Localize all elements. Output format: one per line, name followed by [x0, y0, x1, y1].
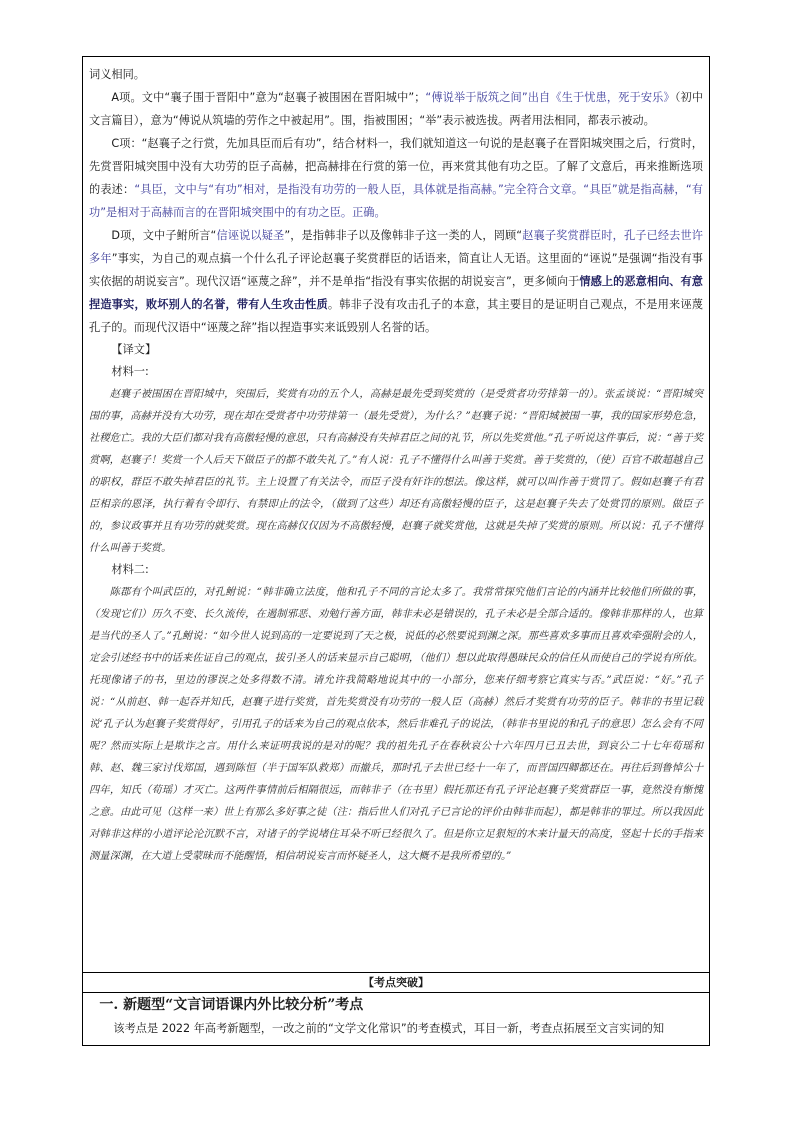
option-d-emphasis: 情感上的恶意相向、有意捏造事实，败坏别人的名誉，带有人生攻击性质: [89, 275, 703, 311]
option-d-text-4: 。韩非子没有攻击孔子的本意，其主要目的是证明自己观点，不是用来诬蔑孔子的。而现代汉语中“诬蔑之辞”指以捏造事实来诋毁别人名誉的话。: [89, 298, 703, 334]
content-table: [82, 56, 710, 1046]
explanation-intro: 词义相同。: [89, 68, 145, 81]
option-a-text-1: A项。文中“襄子围于晋阳中”意为“赵襄子被围困在晋阳城中”；: [111, 91, 426, 104]
option-d-text-1: D项，文中子鲋所言“: [111, 229, 217, 242]
option-a-quote: “傅说举于版筑之间”出自《生于忧患，死于安乐》: [425, 91, 675, 104]
section-new-question-type: [83, 993, 709, 1041]
option-a-analysis: [89, 86, 703, 132]
option-d-text-3: ”事实，为自己的观点搞一个什么孔子评论赵襄子奖赏群臣的话语来，简直让人无语。这里面的“诬说”是强调“指没有事实依据的胡说妄言”。现代汉语“诬蔑之辞”，并不是单指“指没有事实依据的胡说妄言”，更多倾向于: [89, 252, 703, 288]
option-d-text-2: ”，是指韩非子以及像韩非子这一类的人，罔顾“: [284, 229, 523, 242]
material-1-text: 赵襄子被围困在晋阳城中，突围后，奖赏有功的五个人，高赫是最先受到奖赏的（是受赏者功劳排第一的）。张孟谈说：“晋阳城突围的事，高赫并没有大功劳，现在却在受赏者中功劳排第一（最先受赏），为什么？”赵襄子说：“晋阳城被围一事，我的国家形势危急，社稷危亡。我的大臣们都对我有高傲轻慢的意思，只有高赫没有失掉君臣之间的礼节，所以先奖赏他。”孔子听说这件事后，说：“善于奖赏啊，赵襄子！奖赏一个人后天下做臣子的都不敢失礼了。”有人说：孔子不懂得什么叫善于奖赏。善于奖赏的，（使）百官不敢超越自己的职权，群臣不敢失掉君臣的礼节。主上设置了有关法令，而臣子没有奸诈的想法。像这样，就可以叫作善于赏罚了。假如赵襄子有君臣相亲的恩泽，执行着有令即行、有禁即止的法令，（做到了这些）却还有高傲轻慢的臣子，这是赵襄子失去了处赏罚的原则。做臣子的，参议政事并且有功劳的就奖赏。现在高赫仅仅因为不高傲轻慢，赵襄子就奖赏他，这就是失掉了奖赏的原则。所以说：孔子不懂得什么叫善于奖赏。: [89, 388, 703, 554]
section-body: 该考点是 2022 年高考新题型，一改之前的“文学文化常识”的考查模式，耳目一新，考查点拓展至文言实词的知: [113, 1022, 665, 1035]
option-c-analysis: [89, 132, 703, 224]
option-d-analysis: [89, 224, 703, 339]
material-1-label: 材料一:: [111, 365, 149, 378]
section-title: 一. 新题型“文言词语课内外比较分析”考点: [99, 997, 364, 1013]
material-2-text: 陈郡有个叫武臣的，对孔鲋说：“韩非确立法度，他和孔子不同的言论太多了。我常常探究他们言论的内涵并比较他们所做的事，（发现它们）历久不变、长久流传，在遏制邪恶、劝勉行善方面，韩非未必是错误的，孔子未必是全部合适的。像韩非那样的人，也算是当代的圣人了。”孔鲋说：“如今世人说到高的一定要说到了天之极，说低的必然要说到渊之深。那些喜欢多事而且喜欢牵强附会的人，定会引述经书中的话来佐证自己的观点，拔引圣人的话来显示自己聪明，（他们）想以此取得愚昧民众的信任从而使自己的学说有所依。托现像诸子的书，里边的谬误之处多得数不清。请允许我简略地说其中的一小部分，您来仔细考察它真实与否。”武臣说：“好。”孔子说：“从前赵、韩一起吞并知氏，赵襄子进行奖赏，首先奖赏没有功劳的一般人臣（高赫）然后才奖赏有功劳的臣子。韩非的书里记载说‘孔子认为赵襄子奖赏得好’，引用孔子的话来为自己的观点依本，然后非难孔子的说法，（韩非书里说的和孔子的意思）怎么会有不同呢？然而实际上是欺诈之言。用什么来证明我说的是对的呢？我的祖先孔子在春秋哀公十六年四月已丑去世，到哀公二十七年荀瑶和韩、赵、魏三家讨伐郑国，遇到陈恒（半于国军队救郑）而撤兵，那时孔子去世已经十一年了，而晋国四卿都还在。再往后到鲁悼公十四年，知氏（荀瑶）才灭亡。这两件事情前后相隔很远，而韩非子（在书里）假托那还有孔子评论赵襄子奖赏群臣一事，竟然没有惭愧之意。由此可见（这样一来）世上有那么多好事之徒（注：指后世人们对孔子已言论的评价由韩非而起），都是韩非的罪过。所以我因此对韩非这样的小道评论沦沉默不言，对诸子的学说堵住耳朵不听已经很久了。但是你立足狠短的木来计量天的高度，竖起十长的手指来测量深渊，在大道上受蒙昧而不能醒悟，相信胡说妄言而怀疑圣人，这大概不是我所希望的。”: [89, 586, 703, 862]
option-d-quote-1: 信诬说以疑圣: [216, 229, 285, 242]
translation-heading: 【译文】: [111, 343, 157, 356]
option-c-quote: “具臣，文中与“有功”相对，是指没有功劳的一般人臣，具体就是指高赫。”完全符合文章。“具臣”就是指高赫，“有功”是相对于高赫而言的在晋阳城突围中的有功之臣。正确。: [89, 183, 703, 219]
option-d-quote-2: 赵襄子奖赏群臣时，孔子已经去世许多年: [89, 229, 703, 265]
option-a-text-2: （初中文言篇目），意为“傅说从筑墙的劳作之中被起用”。围，指被围困；“举”表示被选拔。两者用法相同，都表示被动。: [89, 91, 704, 127]
explanation-cell: [83, 57, 709, 973]
kaodian-tupo-bar: 【考点突破】: [83, 973, 709, 993]
material-2-label: 材料二:: [111, 563, 149, 576]
option-c-text-1: C项：“赵襄子之行赏，先加具臣而后有功”，结合材料一，我们就知道这一句说的是赵襄子在晋阳城突围之后，行赏时，先赏晋阳城突围中没有大功劳的臣子高赫，把高赫排在行赏的第一位，再来赏其他有功之臣。了解了文意后，再来推断选项的表述：: [89, 137, 703, 196]
